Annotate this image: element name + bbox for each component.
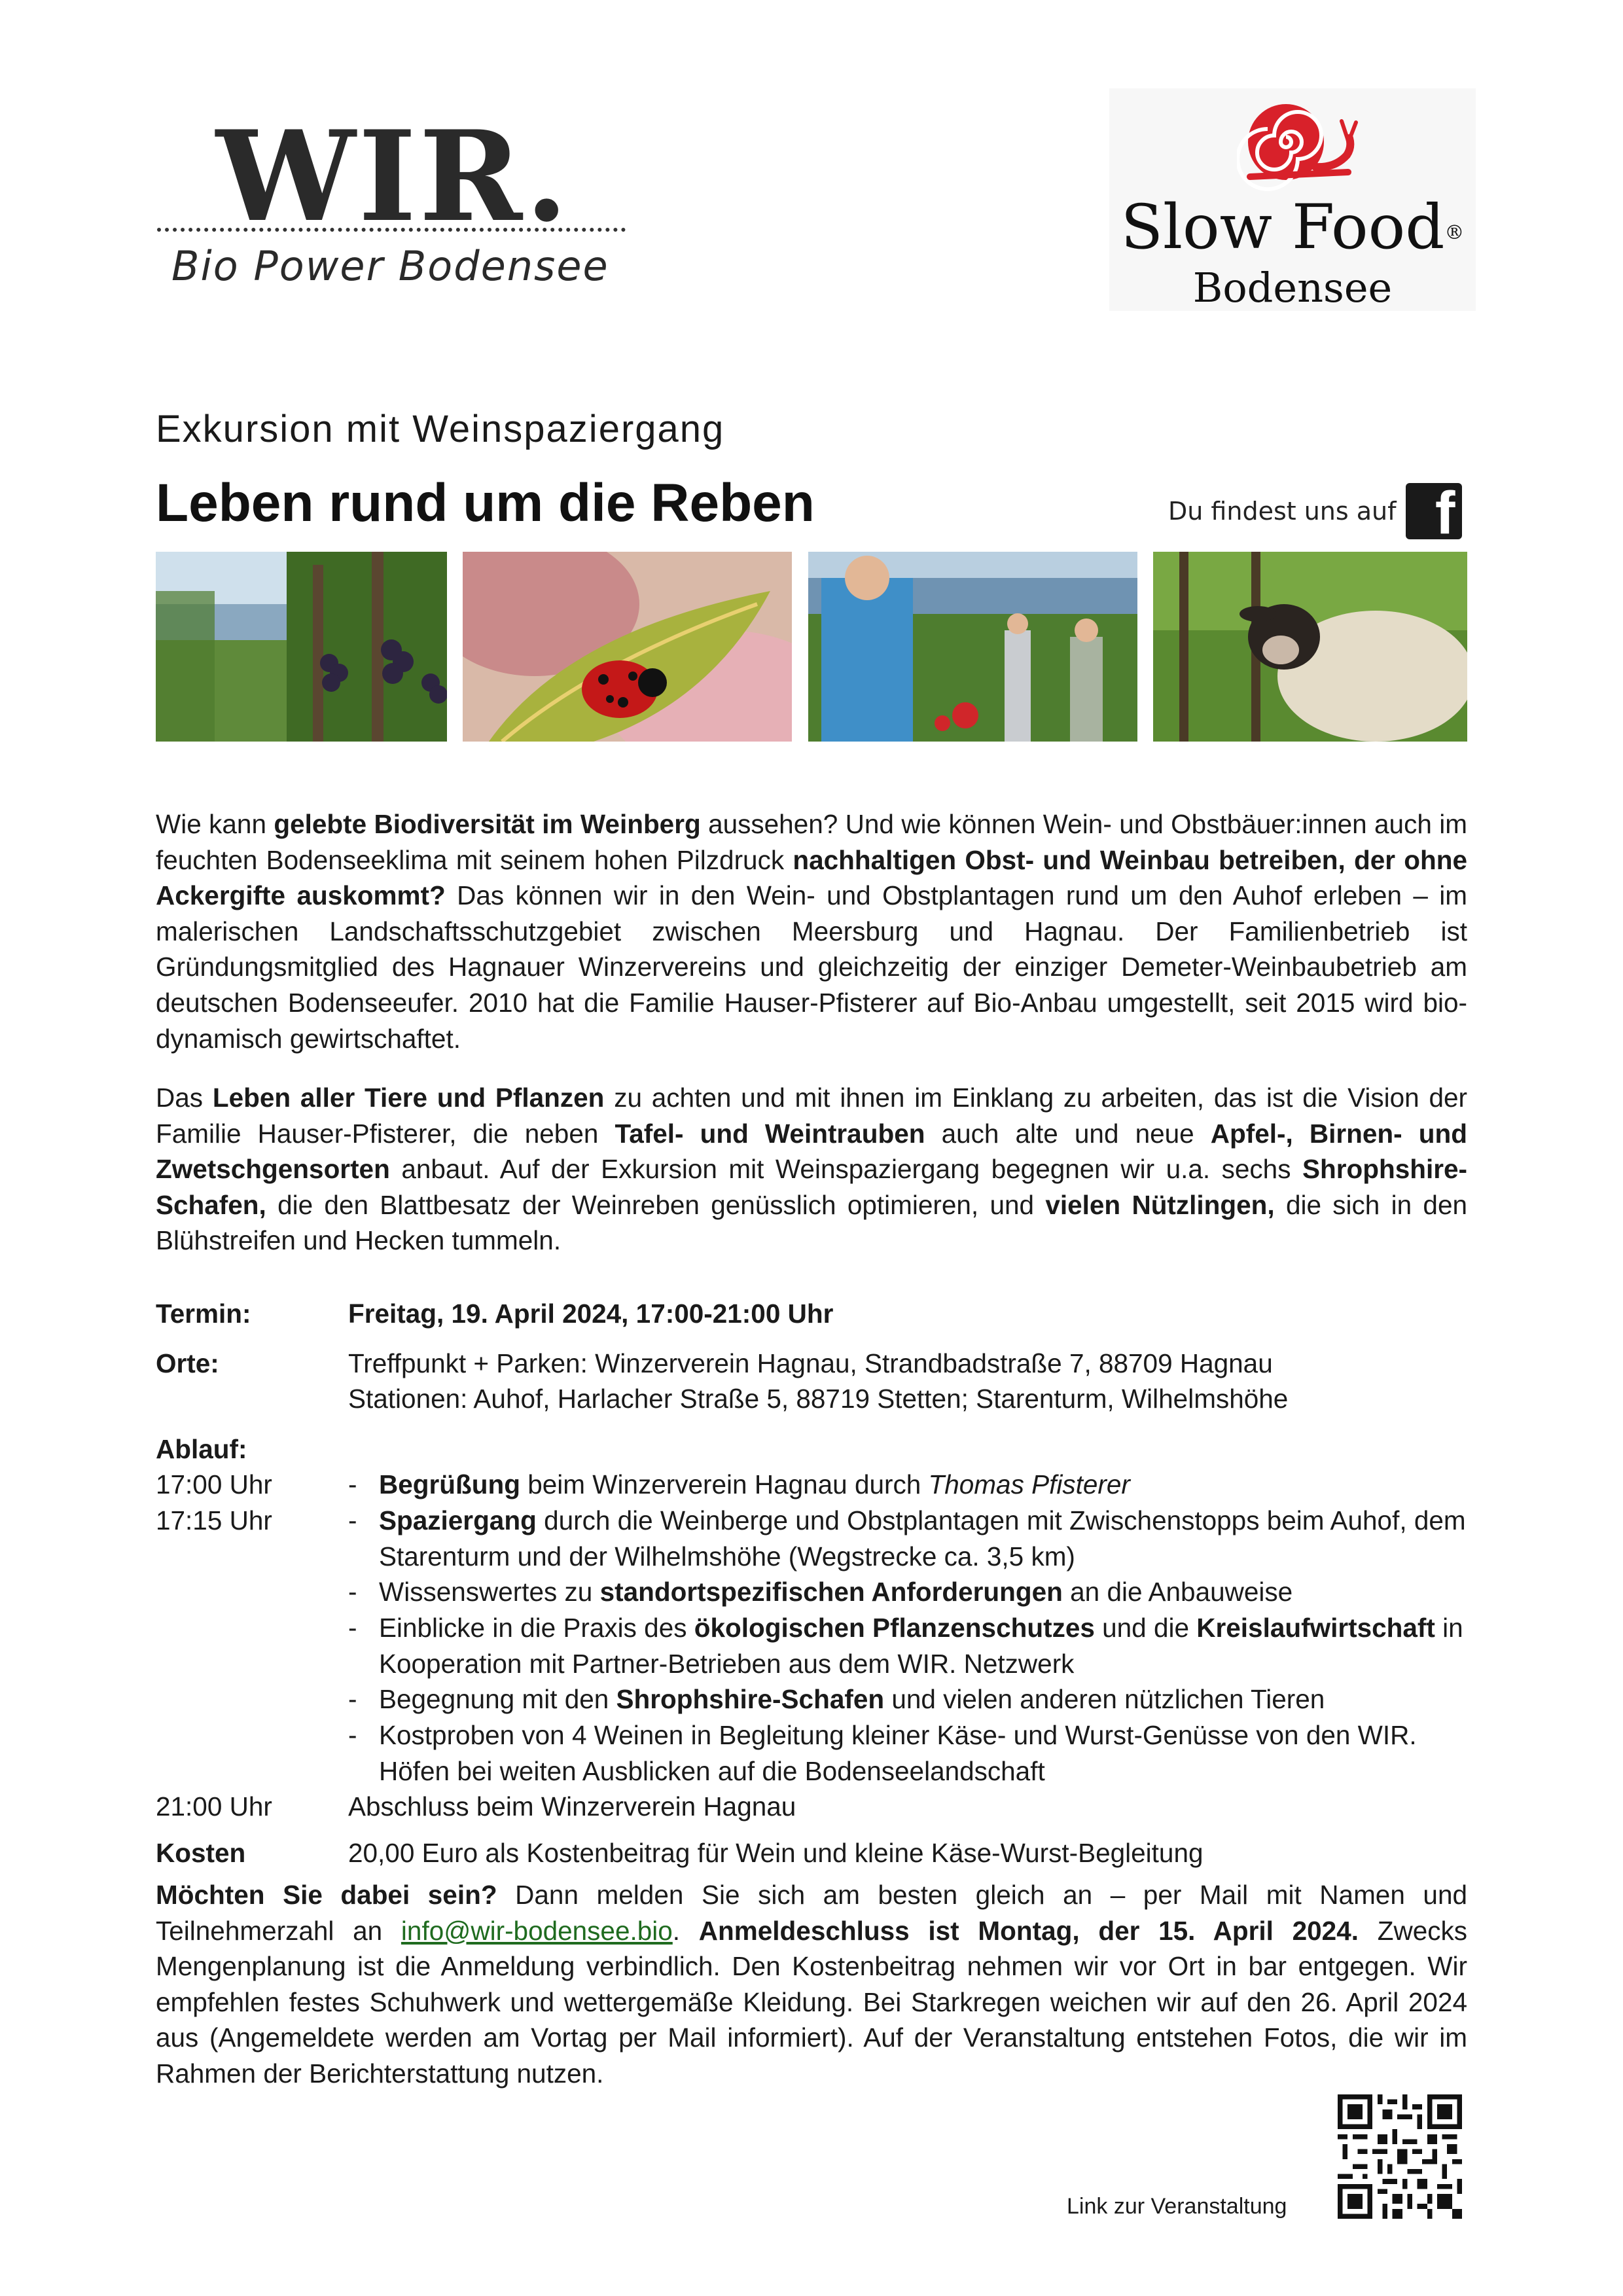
orte-meeting-point: Treffpunkt + Parken: Winzerverein Hagnau, Strandbadstraße 7, 88709 Hagnau bbox=[348, 1348, 1273, 1378]
abschluss-text: Abschluss beim Winzerverein Hagnau bbox=[348, 1791, 796, 1821]
kosten-value: 20,00 Euro als Kostenbeitrag für Wein und kleine Käse-Wurst-Begleitung bbox=[348, 1838, 1204, 1868]
slow-food-region: Bodensee bbox=[1192, 264, 1393, 312]
snail-icon bbox=[1237, 95, 1361, 193]
signup-paragraph: Möchten Sie dabei sein? Dann melden Sie sich am besten gleich an – per Mail mit Namen und Teilnehmerzahl an info@wir-bodensee.bio. Anmeldeschluss ist Montag, der 15. April 2024. Zwecks Mengenplanung ist die Anmeldung verbindlich. Den Kostenbeitrag nehmen wir vor Ort in bar entgegen. Wir empfehlen festes Schuhwerk und wettergemäße Kleidung. Bei Starkregen weichen wir auf den 26. April 2024 aus (Angemeldete werden am Vortag per Mail informiert). Auf der Veranstaltung entstehen Fotos, die wir im Rahmen der Berichterstattung nutzen. bbox=[156, 1880, 1468, 2089]
orte-label: Orte: bbox=[156, 1348, 219, 1378]
wir-logo-subtitle: Bio Power Bodensee bbox=[171, 242, 609, 290]
wir-logo bbox=[157, 103, 635, 308]
termin-label: Termin: bbox=[156, 1299, 251, 1329]
facebook-link[interactable] bbox=[1168, 480, 1466, 547]
time-end: 21:00 Uhr bbox=[156, 1791, 272, 1821]
photo-ladybug bbox=[463, 552, 792, 742]
facebook-text: Du findest uns auf bbox=[1168, 497, 1397, 526]
photo-farmers-orchard bbox=[808, 552, 1137, 742]
qr-code-icon[interactable] bbox=[1338, 2094, 1462, 2219]
termin-value: Freitag, 19. April 2024, 17:00-21:00 Uhr bbox=[348, 1299, 834, 1329]
event-kicker: Exkursion mit Weinspaziergang bbox=[156, 408, 725, 450]
time-start: 17:00 Uhr bbox=[156, 1469, 272, 1499]
vision-paragraph: Das Leben aller Tiere und Pflanzen zu achten und mit ihnen im Einklang zu arbeiten, das ist die Vision der Familie Hauser-Pfisterer, die neben Tafel- und Weintrauben auch alte und neue Apfel-, Birnen- und Zwetschgensorten anbaut. Auf der Exkursion mit Weinspaziergang begegnen wir u.a. sechs Shrophshire-Schafen, die den Blattbesatz der Weinreben genüsslich optimieren, und vielen Nützlingen, die sich in den Blühstreifen und Hecken tummeln. bbox=[156, 1083, 1467, 1256]
facebook-icon[interactable]: f bbox=[1406, 483, 1462, 539]
email-link[interactable]: info@wir-bodensee.bio bbox=[401, 1915, 673, 1946]
slow-food-name: Slow Food® bbox=[1120, 192, 1465, 263]
orte-stations: Stationen: Auhof, Harlacher Straße 5, 88719 Stetten; Starenturm, Wilhelmshöhe bbox=[348, 1384, 1289, 1414]
intro-paragraph: Wie kann gelebte Biodiversität im Weinberg aussehen? Und wie können Wein- und Obstbäuer:innen auch im feuchten Bodenseeklima mit seinem hohen Pilzdruck nachhaltigen Obst- und Weinbau betreiben, der ohne Ackergifte auskommt? Das können wir in den Wein- und Obstplantagen rund um den Auhof erleben – im malerischen Landschaftsschutzgebiet zwischen Meersburg und Hagnau. Der Familienbetrieb ist Gründungsmitglied des Hagnauer Winzervereins und gleichzeitig der einziger Demeter-Weinbaubetrieb am deutschen Bodenseeufer. 2010 hat die Familie Hauser-Pfisterer auf Bio-Anbau umgestellt, seit 2015 wird bio-dynamisch gewirtschaftet. bbox=[156, 809, 1467, 1054]
ablauf-label: Ablauf: bbox=[156, 1434, 247, 1464]
kosten-label: Kosten bbox=[156, 1838, 246, 1868]
photo-vineyard-lake bbox=[156, 552, 447, 742]
time-walk: 17:15 Uhr bbox=[156, 1505, 272, 1535]
wir-logo-word: WIR. bbox=[216, 103, 571, 249]
qr-label: Link zur Veranstaltung bbox=[1067, 2194, 1287, 2219]
slow-food-logo bbox=[1109, 88, 1476, 311]
wir-logo-divider bbox=[157, 228, 626, 232]
photo-sheep-vineyard bbox=[1153, 552, 1467, 742]
page-title: Leben rund um die Reben bbox=[156, 473, 815, 533]
